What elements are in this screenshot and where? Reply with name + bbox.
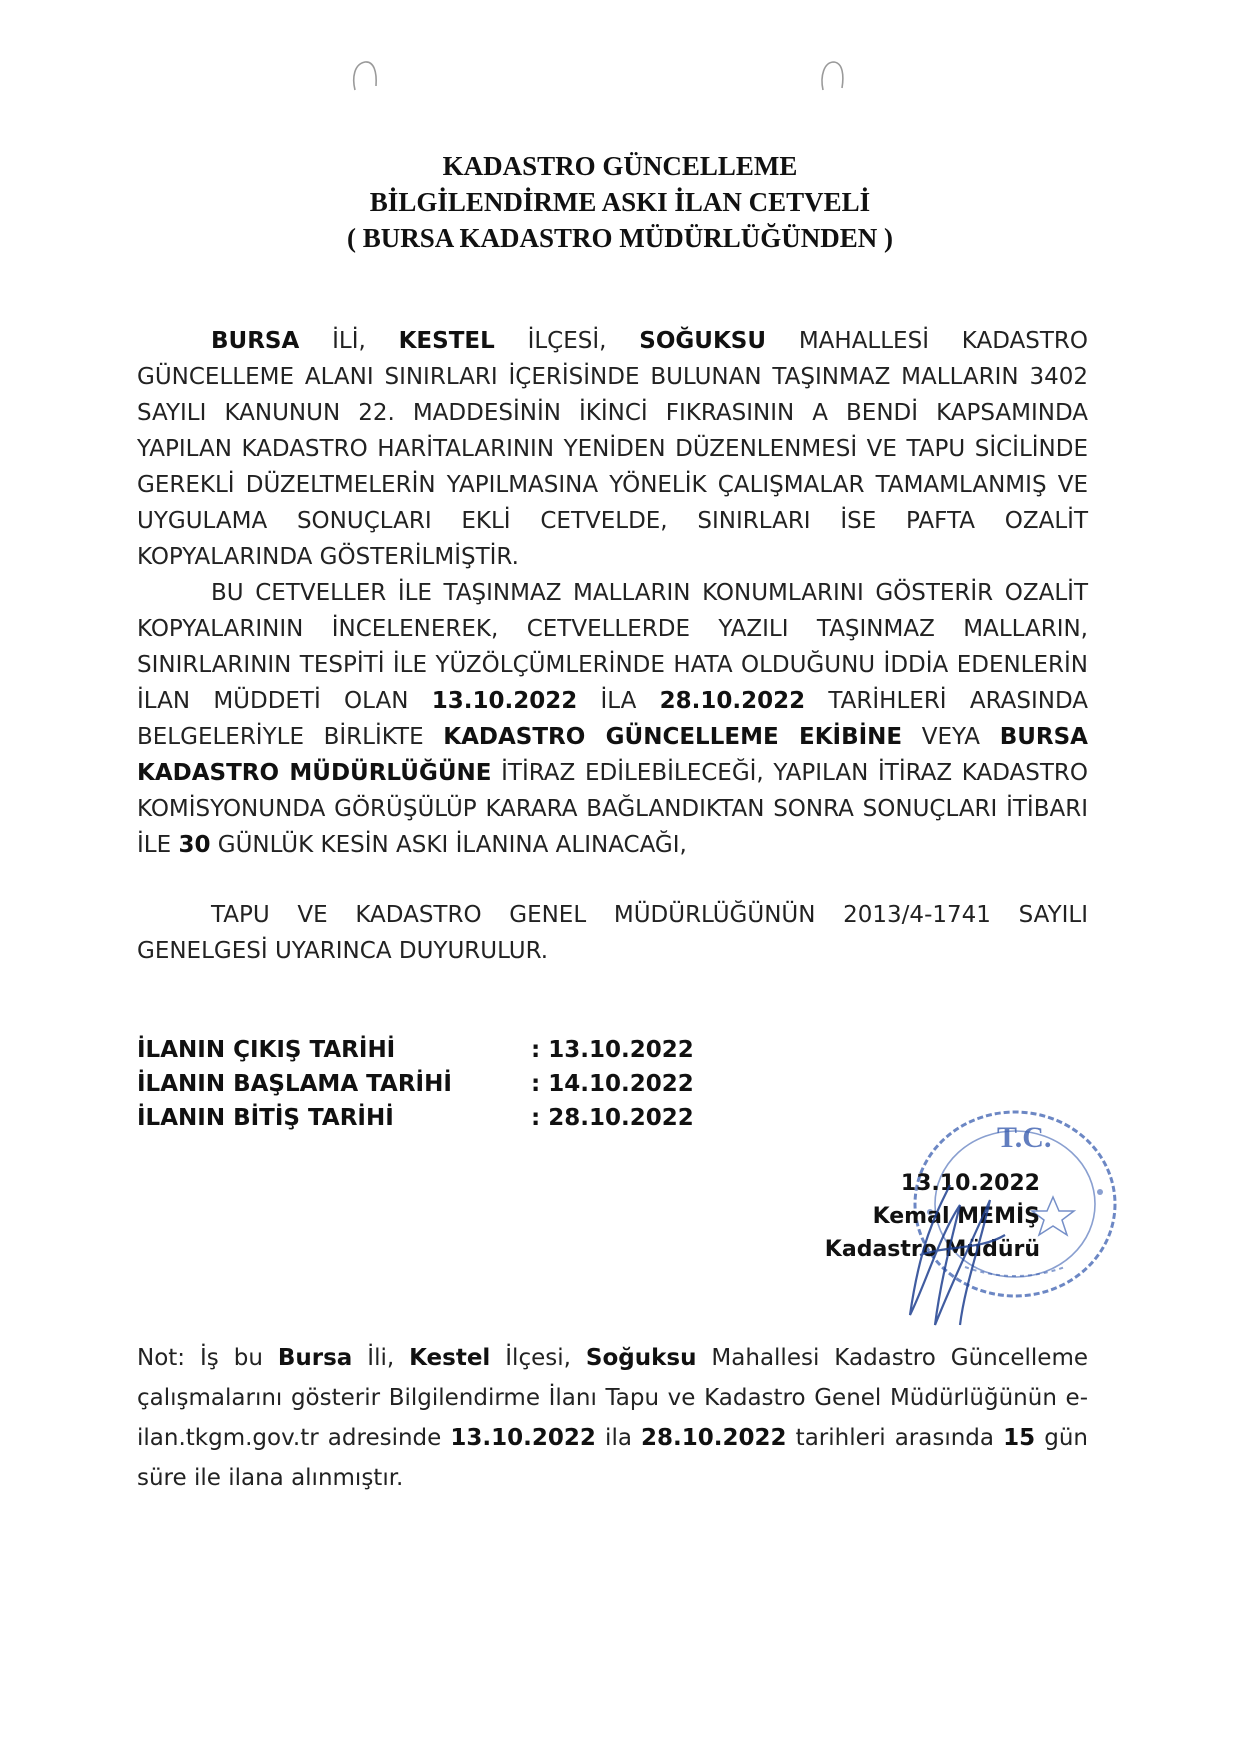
note-province: Bursa [277,1345,353,1371]
date-value: : 13.10.2022 [531,1037,694,1063]
text-segment: Mahallesi Kadastro Güncelleme çalışmalarını gösterir Bilgilendirme İlanı Tapu ve Kadastro Genel Müdürlüğünün e-ilan.tkgm.gov.tr adresinde [137,1345,1088,1451]
paragraph-3: TAPU VE KADASTRO GENEL MÜDÜRLÜĞÜNÜN 2013/4-1741 SAYILI GENELGESİ UYARINCA DUYURULUR. [137,902,1088,964]
announcement-body [137,323,1088,969]
note-text [137,1338,1088,1498]
text-segment: Not: İş bu [137,1345,278,1371]
objection-start-date: 13.10.2022 [431,688,578,714]
date-row-issue [137,1033,694,1067]
text-segment: İLİ, [299,328,399,354]
paragraph-1 [137,323,1088,575]
title-line-1: KADASTRO GÜNCELLEME [442,151,798,181]
punch-hole-right [817,56,847,94]
announcement-dates [137,1033,694,1135]
date-value: : 28.10.2022 [531,1105,694,1131]
note-end-date: 28.10.2022 [641,1425,787,1451]
note-district: Kestel [409,1345,491,1371]
handwritten-signature [880,1175,1020,1335]
directorate-name: BURSA KADASTRO MÜDÜRLÜĞÜNE [137,724,1088,786]
paragraph-2 [137,575,1088,863]
date-row-start [137,1067,694,1101]
text-segment: TARİHLERİ ARASINDA BELGELERİYLE BİRLİKTE [137,688,1089,750]
text-segment: İlçesi, [490,1345,586,1371]
document-title [0,148,1240,256]
text-segment: İLA [577,688,660,714]
note-days: 15 [1003,1425,1036,1451]
note-block [137,1338,1088,1498]
province-name: BURSA [211,328,300,354]
text-segment: VEYA [902,724,1000,750]
date-label: İLANIN ÇIKIŞ TARİHİ [137,1037,396,1063]
text-segment: BU CETVELLER İLE TAŞINMAZ MALLARIN KONUMLARINI GÖSTERİR OZALİT KOPYALARININ İNCELENEREK, CETVELLERDE YAZILI TAŞINMAZ MALLARIN, SINIRLARININ TESPİTİ İLE YÜZÖLÇÜMLERİNDE HATA OLDUĞUNU İDDİA EDENLERİN İLAN MÜDDETİ OLAN [137,580,1088,714]
date-value: : 14.10.2022 [531,1071,694,1097]
title-line-2: BİLGİLENDİRME ASKI İLAN CETVELİ [369,187,871,217]
punch-hole-left [350,56,380,94]
team-name: KADASTRO GÜNCELLEME EKİBİNE [443,724,903,750]
text-segment: GÜNLÜK KESİN ASKI İLANINA ALINACAĞI, [210,832,687,858]
text-segment: ila [595,1425,642,1451]
text-segment: İLÇESİ, [494,328,640,354]
text-segment: gün süre ile ilana alınmıştır. [137,1425,1088,1491]
note-start-date: 13.10.2022 [450,1425,596,1451]
title-line-3: ( BURSA KADASTRO MÜDÜRLÜĞÜNDEN ) [346,223,894,253]
signatory-title: Kadastro Müdürü [824,1237,1040,1262]
neighborhood-name: SOĞUKSU [639,328,767,354]
objection-end-date: 28.10.2022 [659,688,806,714]
date-row-end [137,1101,694,1135]
signature-date: 13.10.2022 [900,1171,1040,1196]
text-segment: İli, [352,1345,410,1371]
final-period-days: 30 [178,832,211,858]
text-segment: İTİRAZ EDİLEBİLECEĞİ, YAPILAN İTİRAZ KADASTRO KOMİSYONUNDA GÖRÜŞÜLÜP KARARA BAĞLANDIKTAN SONRA SONUÇLARI İTİBARI İLE [137,760,1088,858]
text-segment: MAHALLESİ KADASTRO GÜNCELLEME ALANI SINIRLARI İÇERİSİNDE BULUNAN TAŞINMAZ MALLARIN 3402 SAYILI KANUNUN 22. MADDESİNİN İKİNCİ FIKRASININ A BENDİ KAPSAMINDA YAPILAN KADASTRO HARİTALARININ YENİDEN DÜZENLENMESİ VE TAPU SİCİLİNDE GEREKLİ DÜZELTMELERİN YAPILMASINA YÖNELİK ÇALIŞMALAR TAMAMLANMIŞ VE UYGULAMA SONUÇLARI EKLİ CETVELDE, SINIRLARI İSE PAFTA OZALİT KOPYALARINDA GÖSTERİLMİŞTİR. [137,328,1088,570]
district-name: KESTEL [398,328,495,354]
note-neighborhood: Soğuksu [585,1345,697,1371]
stamp-text: T.C. [997,1121,1052,1154]
date-label: İLANIN BAŞLAMA TARİHİ [137,1071,452,1097]
signatory-name: Kemal MEMİŞ [872,1204,1040,1229]
text-segment: tarihleri arasında [786,1425,1004,1451]
date-label: İLANIN BİTİŞ TARİHİ [137,1105,394,1131]
